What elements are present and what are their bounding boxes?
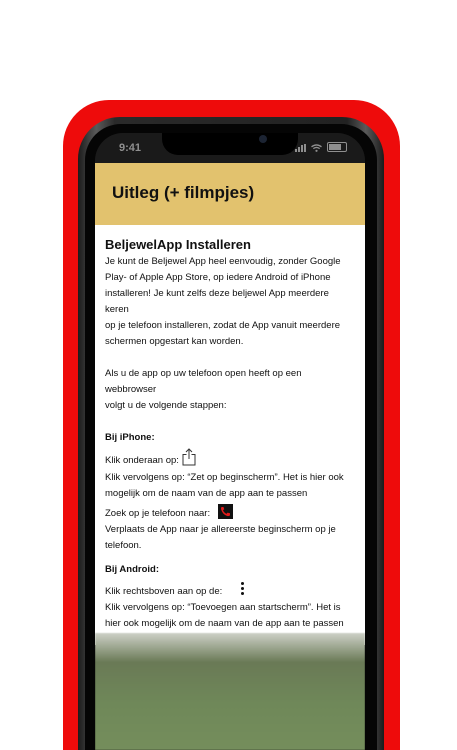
phone-app-icon	[218, 504, 233, 519]
blurred-footer	[95, 633, 365, 750]
intro-line: installeren! Je kunt zelfs deze beljewel App meerdere keren	[105, 288, 329, 315]
intro-line: Play- of Apple App Store, op iedere Android of iPhone	[105, 272, 331, 283]
wifi-icon	[311, 144, 322, 152]
android-step-1-text: Klik rechtsboven aan op de:	[105, 586, 223, 597]
instructions-content	[95, 225, 365, 645]
android-step-2-line: Klik vervolgens op: “Toevoegen aan startscherm”. Het is	[105, 602, 341, 613]
status-time: 9:41	[119, 142, 142, 154]
kebab-menu-icon	[241, 582, 244, 595]
signal-icon	[295, 144, 306, 152]
browser-note-line: volgt u de volgende stappen:	[105, 400, 227, 411]
share-icon	[182, 448, 196, 466]
iphone-step-1	[105, 452, 355, 470]
iphone-title: Bij iPhone:	[105, 432, 155, 443]
browser-note-line: Als u de app op uw telefoon open heeft op een webbrowser	[105, 368, 302, 395]
iphone-step-4-line: Verplaats de App naar je allereerste beginscherm op je	[105, 524, 336, 535]
status-bar	[95, 133, 365, 163]
android-title: Bij Android:	[105, 564, 159, 575]
iphone-step-3	[105, 506, 355, 522]
intro-line: Je kunt de Beljewel App heel eenvoudig, zonder Google	[105, 256, 341, 267]
intro-line: schermen opgestart kan worden.	[105, 336, 244, 347]
iphone-step-2-line: Klik vervolgens op: “Zet op beginscherm”. Het is hier ook	[105, 472, 344, 483]
android-step-2-line: hier ook mogelijk om de naam van de app aan te passen	[105, 618, 344, 629]
page-title: Uitleg (+ filmpjes)	[112, 183, 255, 202]
section-heading: BeljewelApp Installeren	[105, 237, 251, 252]
iphone-step-1-text: Klik onderaan op:	[105, 455, 179, 466]
notch	[162, 133, 298, 155]
front-camera	[259, 135, 267, 143]
iphone-step-4-line: telefoon.	[105, 540, 142, 551]
iphone-step-2-line: mogelijk om de naam van de app aan te passen	[105, 488, 308, 499]
android-step-1	[105, 584, 355, 600]
phone-screen	[95, 133, 365, 750]
intro-line: op je telefoon installeren, zodat de App vanuit meerdere	[105, 320, 341, 331]
iphone-step-3-text: Zoek op je telefoon naar:	[105, 508, 211, 519]
battery-icon	[327, 142, 347, 152]
page-header	[95, 163, 365, 225]
status-icons	[295, 142, 347, 152]
